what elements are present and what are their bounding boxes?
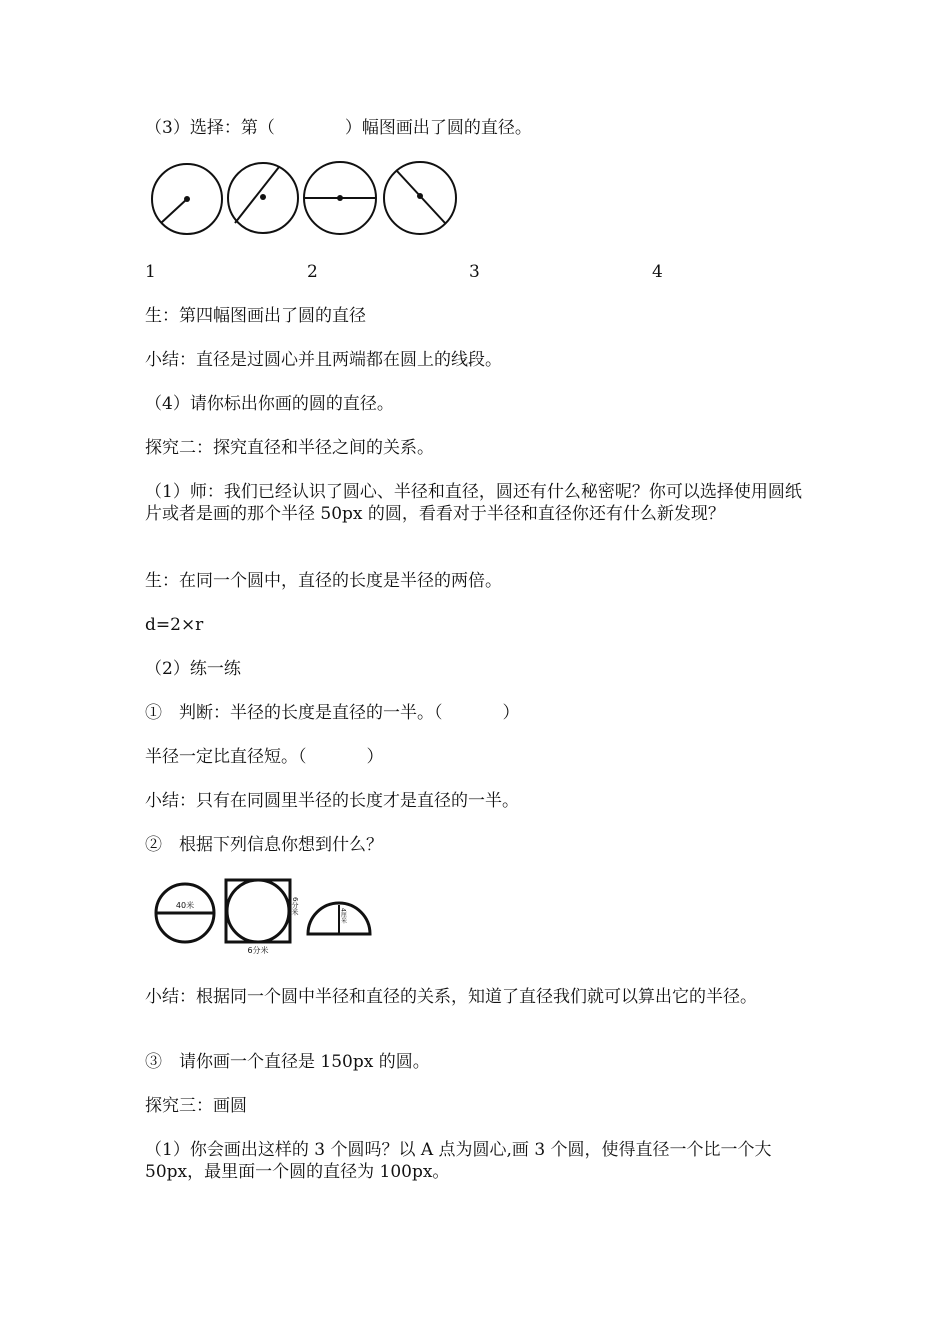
judge-1-suffix: ） <box>502 703 520 723</box>
circle-2-chord <box>235 167 279 223</box>
summary-3: 小结：根据同一个圆中半径和直径的关系，知道了直径我们就可以算出它的半径。 <box>145 987 757 1007</box>
question-3-suffix: ）幅图画出了圆的直径。 <box>344 118 532 138</box>
square-inscribed-circle <box>227 880 289 942</box>
judge-1-prefix: ① 判断：半径的长度是直径的一半。（ <box>145 703 443 723</box>
circle-label-2: 2 <box>307 262 318 282</box>
circle-3-center <box>337 195 343 201</box>
circle-label-4: 4 <box>652 262 663 282</box>
circle-1-radius <box>161 199 187 223</box>
explore-2-question-1: （1）师：我们已经认识了圆心、半径和直径，圆还有什么秘密呢？你可以选择使用圆纸片或者是画的那个半径 50px 的圆，看看对于半径和直径你还有什么新发现？ <box>145 482 802 524</box>
summary-1: 小结：直径是过圆心并且两端都在圆上的线段。 <box>145 350 502 370</box>
explore-3-question-1: （1）你会画出这样的 3 个圆吗？以 A 点为圆心,画 3 个圆，使得直径一个比一个大 50px，最里面一个圆的直径为 100px。 <box>145 1140 772 1182</box>
four-circles-figure <box>145 155 465 245</box>
item-2: ② 根据下列信息你想到什么？ <box>145 835 383 855</box>
student-answer-1: 生：第四幅图画出了圆的直径 <box>145 306 366 326</box>
question-4: （4）请你标出你画的圆的直径。 <box>145 394 394 414</box>
shapes-figure <box>145 875 385 957</box>
student-answer-2: 生：在同一个圆中，直径的长度是半径的两倍。 <box>145 571 502 591</box>
question-3-prefix: （3）选择：第（ <box>145 118 275 138</box>
semicircle-label: 4厘米 <box>339 908 347 924</box>
judge-2 <box>145 746 384 768</box>
summary-2: 小结：只有在同圆里半径的长度才是直径的一半。 <box>145 791 519 811</box>
circle-1-center <box>184 196 190 202</box>
circle-label-1: 1 <box>145 262 156 282</box>
square-bottom-label: 6分米 <box>247 946 269 955</box>
circle-40m-label: 40米 <box>175 901 195 910</box>
item-3: ③ 请你画一个直径是 150px 的圆。 <box>145 1052 430 1072</box>
explore-2-title: 探究二：探究直径和半径之间的关系。 <box>145 438 434 458</box>
square-side-label: 6分米 <box>291 897 299 916</box>
judge-2-suffix: ） <box>366 747 384 767</box>
judge-1 <box>145 702 520 724</box>
circle-4-center <box>417 193 423 199</box>
question-3 <box>145 117 532 139</box>
formula: d=2×r <box>145 615 204 635</box>
practice-title: （2）练一练 <box>145 659 241 679</box>
judge-2-prefix: 半径一定比直径短。（ <box>145 747 307 767</box>
circle-2-center <box>260 194 266 200</box>
circle-label-3: 3 <box>469 262 480 282</box>
explore-3-title: 探究三：画圆 <box>145 1096 247 1116</box>
